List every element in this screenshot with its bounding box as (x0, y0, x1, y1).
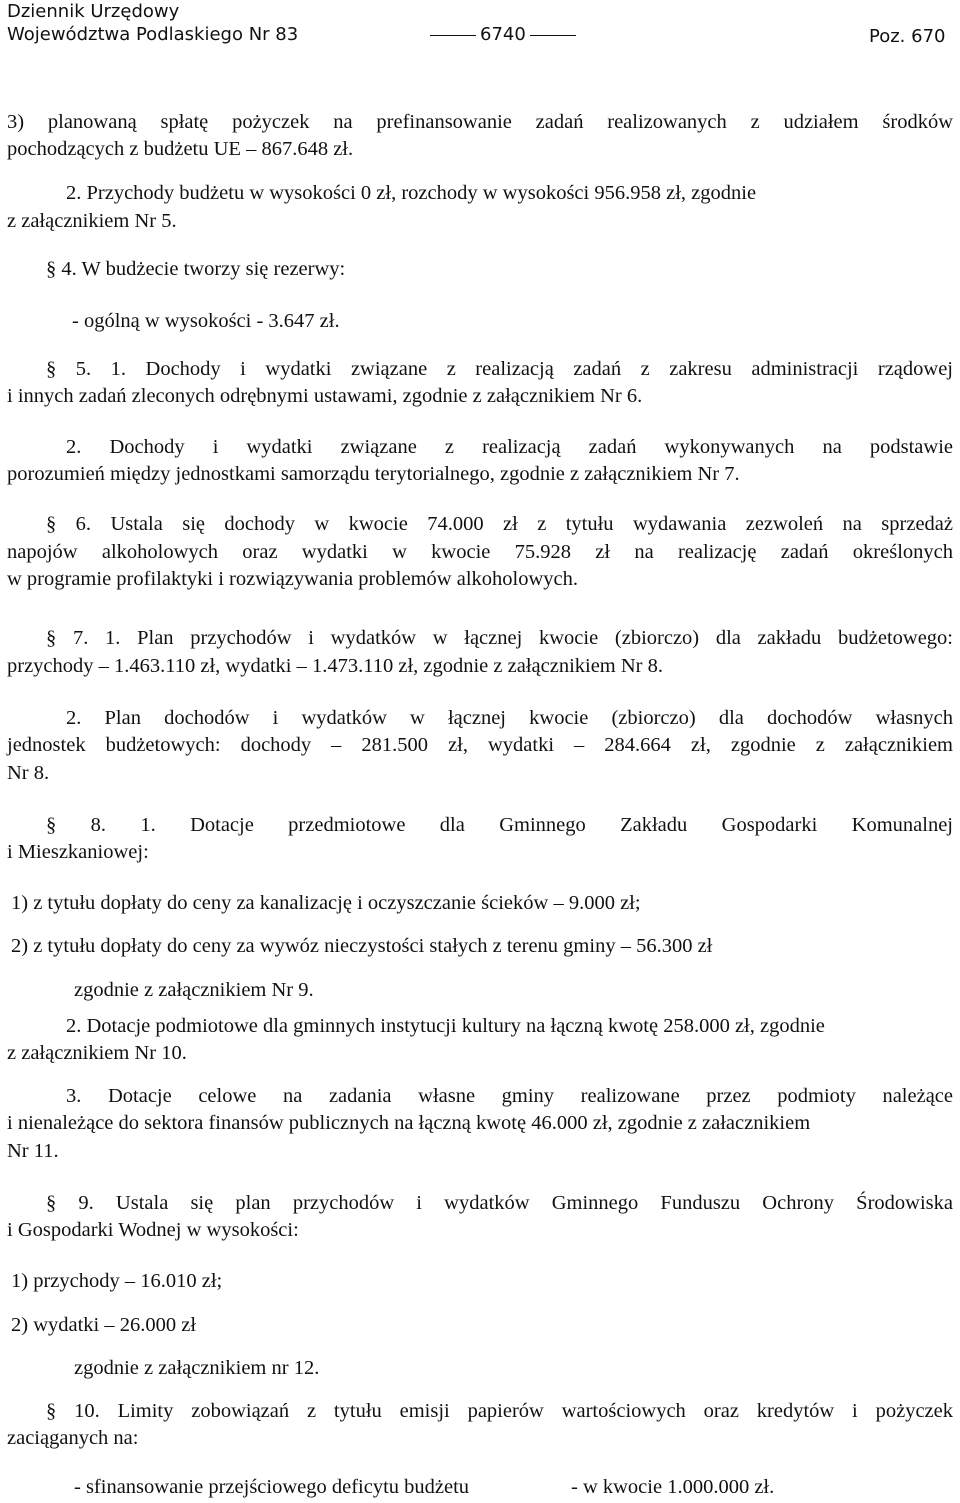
paragraph-line: § 6. Ustala się dochody w kwocie 74.000 zł z tytułu wydawania zezwoleń na sprzedaż (46, 513, 953, 535)
paragraph-line: Nr 8. (7, 762, 50, 784)
paragraph-line: 3. Dotacje celowe na zadania własne gminy realizowane przez podmioty należące (66, 1085, 953, 1107)
paragraph-line: napojów alkoholowych oraz wydatki w kwocie 75.928 zł na realizację zadań określonych (7, 541, 953, 563)
list-item: 1) z tytułu dopłaty do ceny za kanalizację i oczyszczanie ścieków – 9.000 zł; (11, 892, 641, 914)
page-number: 6740 (480, 24, 526, 45)
paragraph-line: przychody – 1.463.110 zł, wydatki – 1.473.110 zł, zgodnie z załącznikiem Nr 8. (7, 655, 664, 677)
paragraph-line: § 10. Limity zobowiązań z tytułu emisji papierów wartościowych oraz kredytów i pożyczek (46, 1400, 953, 1422)
paragraph-line: 2. Plan dochodów i wydatków w łącznej kwocie (zbiorczo) dla dochodów własnych (66, 707, 953, 729)
paragraph-line: w programie profilaktyki i rozwiązywania problemów alkoholowych. (7, 568, 578, 590)
paragraph-line: § 9. Ustala się plan przychodów i wydatków Gminnego Funduszu Ochrony Środowiska (46, 1192, 953, 1214)
paragraph-line: i Gospodarki Wodnej w wysokości: (7, 1219, 299, 1241)
paragraph-line: zgodnie z załącznikiem nr 12. (74, 1357, 320, 1379)
paragraph-line: 2. Przychody budżetu w wysokości 0 zł, rozchody w wysokości 956.958 zł, zgodnie (66, 182, 757, 204)
journal-title-line1: Dziennik Urzędowy (7, 1, 180, 22)
paragraph-line: 2. Dochody i wydatki związane z realizacją zadań wykonywanych na podstawie (66, 436, 953, 458)
list-item: - sfinansowanie przejściowego deficytu budżetu (74, 1476, 470, 1498)
paragraph-line: 3) planowaną spłatę pożyczek na prefinansowanie zadań realizowanych z udziałem środków (7, 111, 953, 133)
paragraph-line: zgodnie z załącznikiem Nr 9. (74, 979, 314, 1001)
paragraph-line: Nr 11. (7, 1140, 59, 1162)
paragraph-line: z załącznikiem Nr 10. (7, 1042, 187, 1064)
list-item: - ogólną w wysokości - 3.647 zł. (72, 310, 340, 332)
paragraph-line: jednostek budżetowych: dochody – 281.500 zł, wydatki – 284.664 zł, zgodnie z załącznikiem (7, 734, 953, 756)
page-number-dash-right (530, 35, 576, 36)
position-number: Poz. 670 (869, 26, 946, 47)
paragraph-line: pochodzących z budżetu UE – 867.648 zł. (7, 138, 354, 160)
paragraph-line: i nienależące do sektora finansów publicznych na łączną kwotę 46.000 zł, zgodnie z załacznikiem (7, 1112, 811, 1134)
paragraph-line: 2. Dotacje podmiotowe dla gminnych instytucji kultury na łączną kwotę 258.000 zł, zgodnie (66, 1015, 825, 1037)
journal-title-line2: Województwa Podlaskiego Nr 83 (7, 24, 299, 45)
page-number-block (426, 24, 580, 46)
paragraph-line: i Mieszkaniowej: (7, 841, 149, 863)
list-item: 2) wydatki – 26.000 zł (11, 1314, 197, 1336)
paragraph-line: zaciąganych na: (7, 1427, 139, 1449)
paragraph-line: porozumień między jednostkami samorządu terytorialnego, zgodnie z załącznikiem Nr 7. (7, 463, 740, 485)
page-number-dash-left (430, 35, 476, 36)
section-heading: § 4. W budżecie tworzy się rezerwy: (46, 258, 346, 280)
paragraph-line: i innych zadań zleconych odrębnymi ustawami, zgodnie z załącznikiem Nr 6. (7, 385, 643, 407)
list-item: 1) przychody – 16.010 zł; (11, 1270, 223, 1292)
paragraph-line: § 8. 1. Dotacje przedmiotowe dla Gminnego Zakładu Gospodarki Komunalnej (46, 814, 953, 836)
paragraph-line: § 5. 1. Dochody i wydatki związane z realizacją zadań z zakresu administracji rządowej (46, 358, 953, 380)
paragraph-line: z załącznikiem Nr 5. (7, 210, 177, 232)
list-item-amount: - w kwocie 1.000.000 zł. (571, 1476, 775, 1498)
list-item: 2) z tytułu dopłaty do ceny za wywóz nieczystości stałych z terenu gminy – 56.300 zł (11, 935, 713, 957)
paragraph-line: § 7. 1. Plan przychodów i wydatków w łącznej kwocie (zbiorczo) dla zakładu budżetowego: (46, 627, 953, 649)
